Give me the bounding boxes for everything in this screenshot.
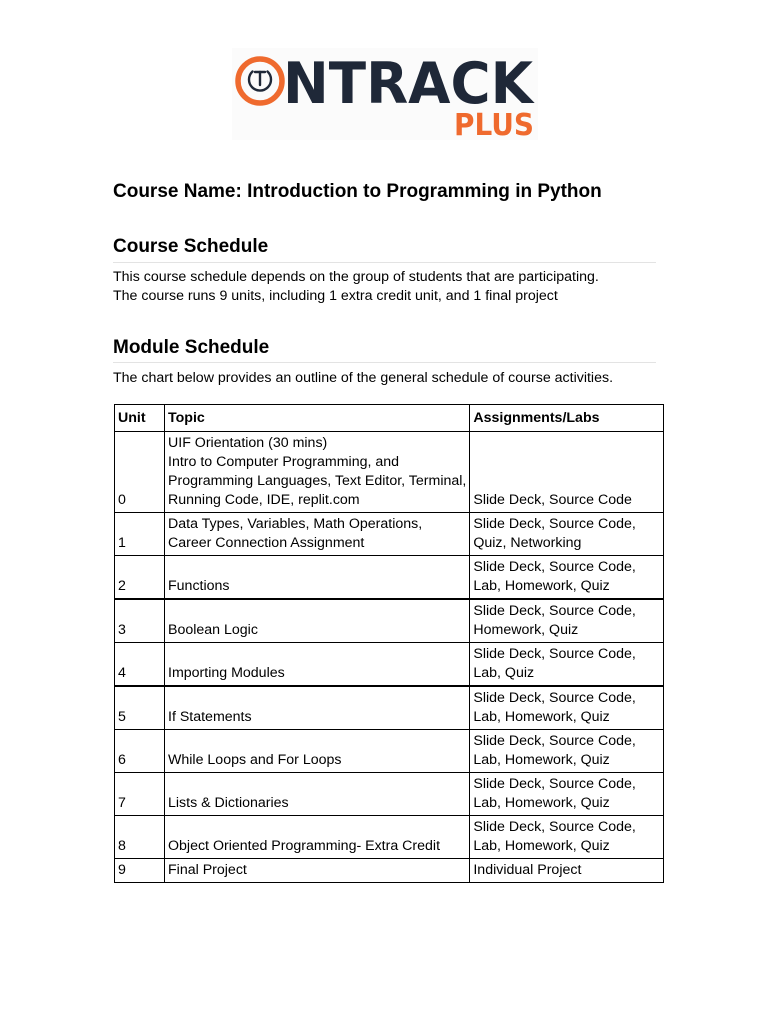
assignments-cell — [470, 513, 664, 556]
module-schedule-intro: The chart below provides an outline of the general schedule of course activities. — [113, 370, 614, 386]
topic-cell — [165, 859, 470, 883]
course-schedule-line: This course schedule depends on the group of students that are participating. — [113, 269, 599, 285]
assignments-line: Lab, Homework, Quiz — [473, 578, 610, 594]
unit-cell: 2 — [115, 556, 165, 600]
course-schedule-line: The course runs 9 units, including 1 extra credit unit, and 1 final project — [113, 288, 558, 304]
assignments-line: Slide Deck, Source Code, — [473, 690, 636, 706]
table-row — [115, 643, 664, 687]
table-row — [115, 816, 664, 859]
power-o-icon — [238, 59, 282, 103]
assignments-cell — [470, 599, 664, 643]
topic-line: Career Connection Assignment — [168, 535, 365, 551]
assignments-cell — [470, 686, 664, 730]
topic-line: Intro to Computer Programming, and — [168, 454, 400, 470]
course-schedule-divider — [113, 262, 656, 263]
table-row — [115, 773, 664, 816]
assignments-line: Lab, Homework, Quiz — [473, 752, 610, 768]
header-unit: Unit — [115, 405, 165, 432]
assignments-cell — [470, 643, 664, 687]
assignments-line: Quiz, Networking — [473, 535, 582, 551]
unit-cell: 3 — [115, 599, 165, 643]
unit-cell: 7 — [115, 773, 165, 816]
unit-cell: 4 — [115, 643, 165, 687]
table-row — [115, 859, 664, 883]
topic-cell — [165, 773, 470, 816]
table-row — [115, 432, 664, 513]
topic-cell — [165, 686, 470, 730]
logo-wordmark: NTRACK — [283, 51, 535, 117]
topic-line: Data Types, Variables, Math Operations, — [168, 516, 423, 532]
table-row — [115, 513, 664, 556]
topic-line: Importing Modules — [168, 665, 285, 681]
unit-cell: 8 — [115, 816, 165, 859]
topic-line: UIF Orientation (30 mins) — [168, 435, 328, 451]
topic-cell — [165, 730, 470, 773]
assignments-line: Individual Project — [473, 862, 582, 878]
topic-line: Lists & Dictionaries — [168, 795, 289, 811]
topic-cell — [165, 432, 470, 513]
topic-line: Boolean Logic — [168, 622, 258, 638]
unit-cell: 1 — [115, 513, 165, 556]
table-header-row — [115, 405, 664, 432]
table-row — [115, 686, 664, 730]
assignments-line: Slide Deck, Source Code, — [473, 516, 636, 532]
unit-cell: 6 — [115, 730, 165, 773]
ontrack-plus-logo — [232, 48, 538, 140]
topic-cell — [165, 816, 470, 859]
topic-line: Running Code, IDE, replit.com — [168, 492, 360, 508]
topic-cell — [165, 556, 470, 600]
assignments-line: Lab, Homework, Quiz — [473, 709, 610, 725]
assignments-line: Slide Deck, Source Code, — [473, 559, 636, 575]
assignments-line: Slide Deck, Source Code — [473, 492, 632, 508]
unit-cell: 9 — [115, 859, 165, 883]
topic-line: If Statements — [168, 709, 252, 725]
module-schedule-divider — [113, 362, 656, 363]
topic-line: Functions — [168, 578, 230, 594]
table-row — [115, 599, 664, 643]
course-name-title: Course Name: Introduction to Programming in Python — [113, 181, 602, 202]
assignments-line: Homework, Quiz — [473, 622, 579, 638]
topic-line: Programming Languages, Text Editor, Terminal, — [168, 473, 467, 489]
topic-cell — [165, 643, 470, 687]
assignments-line: Slide Deck, Source Code, — [473, 819, 636, 835]
topic-cell — [165, 599, 470, 643]
unit-cell: 5 — [115, 686, 165, 730]
assignments-line: Slide Deck, Source Code, — [473, 733, 636, 749]
topic-line: While Loops and For Loops — [168, 752, 342, 768]
assignments-line: Lab, Homework, Quiz — [473, 838, 610, 854]
topic-line: Object Oriented Programming- Extra Credit — [168, 838, 441, 854]
course-schedule-text — [113, 268, 599, 306]
assignments-cell — [470, 556, 664, 600]
assignments-line: Slide Deck, Source Code, — [473, 646, 636, 662]
topic-line: Final Project — [168, 862, 247, 878]
assignments-cell — [470, 816, 664, 859]
assignments-line: Lab, Homework, Quiz — [473, 795, 610, 811]
module-schedule-table — [114, 404, 664, 883]
table-row — [115, 730, 664, 773]
module-schedule-heading: Module Schedule — [113, 337, 270, 358]
assignments-cell — [470, 730, 664, 773]
assignments-line: Slide Deck, Source Code, — [473, 776, 636, 792]
header-assignments: Assignments/Labs — [470, 405, 664, 432]
course-schedule-heading: Course Schedule — [113, 236, 269, 257]
table-row — [115, 556, 664, 600]
assignments-cell — [470, 773, 664, 816]
unit-cell: 0 — [115, 432, 165, 513]
topic-cell — [165, 513, 470, 556]
assignments-line: Lab, Quiz — [473, 665, 535, 681]
logo-graphic — [232, 48, 538, 140]
assignments-line: Slide Deck, Source Code, — [473, 603, 636, 619]
assignments-cell — [470, 432, 664, 513]
assignments-cell — [470, 859, 664, 883]
header-topic: Topic — [165, 405, 470, 432]
logo-subtext: PLUS — [454, 108, 534, 140]
